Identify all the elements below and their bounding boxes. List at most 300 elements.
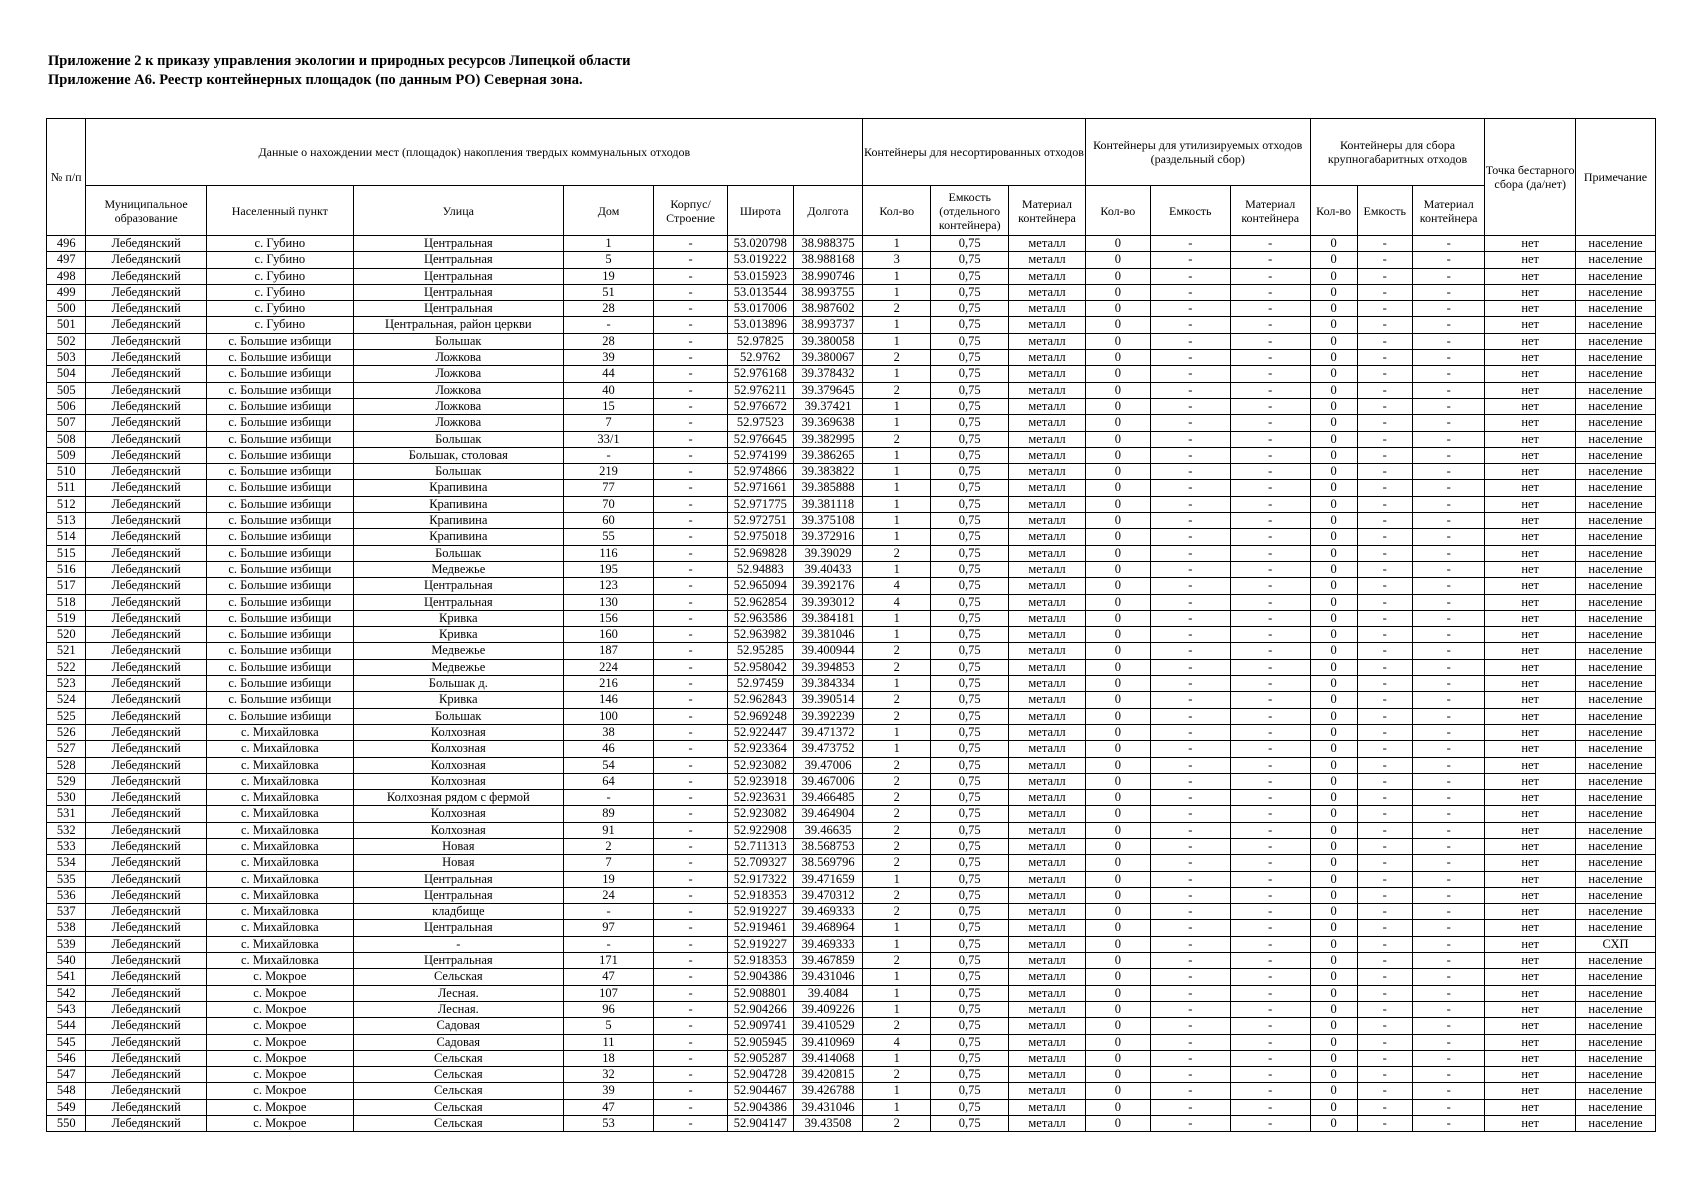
cell-settlement: с. Большие избищи bbox=[206, 415, 353, 431]
cell-house: 156 bbox=[563, 610, 654, 626]
cell-num: 509 bbox=[47, 447, 86, 463]
cell-note: население bbox=[1575, 513, 1655, 529]
cell-house: 195 bbox=[563, 561, 654, 577]
cell-municipality: Лебедянский bbox=[86, 447, 206, 463]
cell-r-material: - bbox=[1230, 855, 1310, 871]
cell-u-volume: 0,75 bbox=[931, 1067, 1009, 1083]
cell-u-count: 2 bbox=[863, 643, 931, 659]
cell-r-volume: - bbox=[1150, 1116, 1230, 1132]
cell-settlement: с. Михайловка bbox=[206, 855, 353, 871]
cell-settlement: с. Михайловка bbox=[206, 936, 353, 952]
cell-street: Крапивина bbox=[353, 480, 563, 496]
cell-house: 46 bbox=[563, 741, 654, 757]
cell-u-material: металл bbox=[1009, 806, 1086, 822]
cell-street: Колхозная bbox=[353, 724, 563, 740]
cell-house: 18 bbox=[563, 1050, 654, 1066]
cell-u-material: металл bbox=[1009, 904, 1086, 920]
cell-b-material: - bbox=[1412, 545, 1484, 561]
cell-u-volume: 0,75 bbox=[931, 1018, 1009, 1034]
cell-municipality: Лебедянский bbox=[86, 741, 206, 757]
cell-building: - bbox=[654, 1050, 728, 1066]
cell-b-volume: - bbox=[1357, 1067, 1412, 1083]
cell-u-count: 1 bbox=[863, 480, 931, 496]
cell-b-material: - bbox=[1412, 659, 1484, 675]
cell-settlement: с. Губино bbox=[206, 284, 353, 300]
cell-u-material: металл bbox=[1009, 757, 1086, 773]
cell-municipality: Лебедянский bbox=[86, 464, 206, 480]
cell-u-volume: 0,75 bbox=[931, 1050, 1009, 1066]
cell-b-material: - bbox=[1412, 366, 1484, 382]
table-row bbox=[47, 773, 1656, 789]
cell-b-material: - bbox=[1412, 317, 1484, 333]
cell-point: нет bbox=[1485, 578, 1576, 594]
cell-settlement: с. Губино bbox=[206, 301, 353, 317]
cell-building: - bbox=[654, 594, 728, 610]
cell-house: 216 bbox=[563, 676, 654, 692]
cell-lat: 52.971775 bbox=[727, 496, 793, 512]
cell-r-material: - bbox=[1230, 578, 1310, 594]
cell-u-count: 2 bbox=[863, 659, 931, 675]
cell-settlement: с. Михайловка bbox=[206, 871, 353, 887]
cell-b-count: 0 bbox=[1310, 284, 1357, 300]
cell-u-material: металл bbox=[1009, 969, 1086, 985]
cell-r-volume: - bbox=[1150, 659, 1230, 675]
cell-building: - bbox=[654, 969, 728, 985]
cell-r-material: - bbox=[1230, 1083, 1310, 1099]
cell-note: население bbox=[1575, 724, 1655, 740]
cell-u-material: металл bbox=[1009, 317, 1086, 333]
cell-b-volume: - bbox=[1357, 773, 1412, 789]
cell-b-volume: - bbox=[1357, 236, 1412, 252]
cell-r-material: - bbox=[1230, 284, 1310, 300]
cell-r-volume: - bbox=[1150, 838, 1230, 854]
cell-r-material: - bbox=[1230, 398, 1310, 414]
cell-r-volume: - bbox=[1150, 806, 1230, 822]
cell-u-count: 1 bbox=[863, 561, 931, 577]
header-u-volume: Емкость (отдельного контейнера) bbox=[931, 186, 1009, 236]
cell-lat: 52.711313 bbox=[727, 838, 793, 854]
cell-note: население bbox=[1575, 610, 1655, 626]
cell-lat: 52.976211 bbox=[727, 382, 793, 398]
cell-r-count: 0 bbox=[1085, 578, 1150, 594]
cell-house: 15 bbox=[563, 398, 654, 414]
cell-r-volume: - bbox=[1150, 350, 1230, 366]
table-row bbox=[47, 415, 1656, 431]
cell-point: нет bbox=[1485, 985, 1576, 1001]
cell-note: население bbox=[1575, 920, 1655, 936]
cell-street: Ложкова bbox=[353, 382, 563, 398]
cell-lat: 52.922908 bbox=[727, 822, 793, 838]
table-row bbox=[47, 1067, 1656, 1083]
cell-num: 499 bbox=[47, 284, 86, 300]
cell-u-material: металл bbox=[1009, 936, 1086, 952]
cell-u-count: 1 bbox=[863, 969, 931, 985]
header-b-count: Кол-во bbox=[1310, 186, 1357, 236]
cell-settlement: с. Большие избищи bbox=[206, 513, 353, 529]
cell-settlement: с. Большие избищи bbox=[206, 561, 353, 577]
cell-lat: 52.709327 bbox=[727, 855, 793, 871]
cell-num: 521 bbox=[47, 643, 86, 659]
cell-r-count: 0 bbox=[1085, 1116, 1150, 1132]
cell-note: население bbox=[1575, 822, 1655, 838]
cell-note: население bbox=[1575, 627, 1655, 643]
cell-num: 533 bbox=[47, 838, 86, 854]
cell-note: население bbox=[1575, 659, 1655, 675]
cell-lat: 52.904728 bbox=[727, 1067, 793, 1083]
cell-house: 7 bbox=[563, 415, 654, 431]
cell-b-volume: - bbox=[1357, 920, 1412, 936]
cell-note: население bbox=[1575, 464, 1655, 480]
cell-municipality: Лебедянский bbox=[86, 594, 206, 610]
cell-b-volume: - bbox=[1357, 1001, 1412, 1017]
cell-note: население bbox=[1575, 594, 1655, 610]
cell-settlement: с. Мокрое bbox=[206, 1034, 353, 1050]
cell-u-count: 2 bbox=[863, 953, 931, 969]
table-row bbox=[47, 659, 1656, 675]
cell-r-count: 0 bbox=[1085, 790, 1150, 806]
cell-note: население bbox=[1575, 1099, 1655, 1115]
cell-building: - bbox=[654, 561, 728, 577]
cell-r-material: - bbox=[1230, 301, 1310, 317]
cell-r-count: 0 bbox=[1085, 431, 1150, 447]
cell-b-volume: - bbox=[1357, 252, 1412, 268]
cell-lon: 39.380058 bbox=[793, 333, 862, 349]
table-row bbox=[47, 806, 1656, 822]
cell-u-material: металл bbox=[1009, 741, 1086, 757]
cell-note: население bbox=[1575, 350, 1655, 366]
cell-r-material: - bbox=[1230, 741, 1310, 757]
cell-street: Медвежье bbox=[353, 561, 563, 577]
cell-lat: 52.975018 bbox=[727, 529, 793, 545]
cell-note: население bbox=[1575, 366, 1655, 382]
cell-num: 516 bbox=[47, 561, 86, 577]
cell-u-count: 2 bbox=[863, 545, 931, 561]
cell-point: нет bbox=[1485, 643, 1576, 659]
cell-r-volume: - bbox=[1150, 985, 1230, 1001]
cell-house: 28 bbox=[563, 301, 654, 317]
cell-r-count: 0 bbox=[1085, 1099, 1150, 1115]
cell-municipality: Лебедянский bbox=[86, 838, 206, 854]
cell-house: 64 bbox=[563, 773, 654, 789]
cell-r-count: 0 bbox=[1085, 496, 1150, 512]
cell-r-volume: - bbox=[1150, 708, 1230, 724]
cell-street: Колхозная bbox=[353, 822, 563, 838]
cell-r-volume: - bbox=[1150, 561, 1230, 577]
cell-building: - bbox=[654, 480, 728, 496]
cell-lon: 39.409226 bbox=[793, 1001, 862, 1017]
cell-point: нет bbox=[1485, 1050, 1576, 1066]
cell-house: 39 bbox=[563, 350, 654, 366]
cell-lat: 52.971661 bbox=[727, 480, 793, 496]
cell-b-count: 0 bbox=[1310, 871, 1357, 887]
cell-building: - bbox=[654, 643, 728, 659]
cell-u-volume: 0,75 bbox=[931, 920, 1009, 936]
cell-b-material: - bbox=[1412, 724, 1484, 740]
cell-b-material: - bbox=[1412, 855, 1484, 871]
cell-settlement: с. Большие избищи bbox=[206, 398, 353, 414]
cell-lon: 39.47006 bbox=[793, 757, 862, 773]
cell-lat: 52.969828 bbox=[727, 545, 793, 561]
cell-street: Большак bbox=[353, 464, 563, 480]
cell-street: Лесная. bbox=[353, 1001, 563, 1017]
cell-municipality: Лебедянский bbox=[86, 1018, 206, 1034]
cell-r-count: 0 bbox=[1085, 969, 1150, 985]
cell-r-volume: - bbox=[1150, 953, 1230, 969]
cell-building: - bbox=[654, 855, 728, 871]
cell-r-volume: - bbox=[1150, 692, 1230, 708]
cell-r-volume: - bbox=[1150, 1099, 1230, 1115]
cell-municipality: Лебедянский bbox=[86, 398, 206, 414]
cell-b-material: - bbox=[1412, 480, 1484, 496]
cell-lon: 39.426788 bbox=[793, 1083, 862, 1099]
cell-u-material: металл bbox=[1009, 447, 1086, 463]
cell-note: население bbox=[1575, 268, 1655, 284]
cell-building: - bbox=[654, 529, 728, 545]
cell-b-volume: - bbox=[1357, 284, 1412, 300]
cell-lat: 52.908801 bbox=[727, 985, 793, 1001]
cell-num: 507 bbox=[47, 415, 86, 431]
cell-r-count: 0 bbox=[1085, 676, 1150, 692]
cell-r-material: - bbox=[1230, 969, 1310, 985]
cell-note: население bbox=[1575, 529, 1655, 545]
cell-building: - bbox=[654, 447, 728, 463]
cell-point: нет bbox=[1485, 268, 1576, 284]
cell-house: 55 bbox=[563, 529, 654, 545]
cell-lon: 39.369638 bbox=[793, 415, 862, 431]
cell-street: Сельская bbox=[353, 1067, 563, 1083]
cell-note: население bbox=[1575, 301, 1655, 317]
cell-settlement: с. Михайловка bbox=[206, 904, 353, 920]
cell-settlement: с. Большие избищи bbox=[206, 578, 353, 594]
cell-u-material: металл bbox=[1009, 513, 1086, 529]
cell-b-volume: - bbox=[1357, 496, 1412, 512]
cell-point: нет bbox=[1485, 822, 1576, 838]
cell-r-volume: - bbox=[1150, 480, 1230, 496]
cell-building: - bbox=[654, 333, 728, 349]
cell-b-volume: - bbox=[1357, 610, 1412, 626]
cell-building: - bbox=[654, 366, 728, 382]
cell-municipality: Лебедянский bbox=[86, 855, 206, 871]
cell-u-material: металл bbox=[1009, 1067, 1086, 1083]
cell-municipality: Лебедянский bbox=[86, 301, 206, 317]
cell-u-volume: 0,75 bbox=[931, 350, 1009, 366]
cell-lat: 52.97459 bbox=[727, 676, 793, 692]
cell-b-count: 0 bbox=[1310, 350, 1357, 366]
cell-building: - bbox=[654, 252, 728, 268]
cell-street: Центральная bbox=[353, 252, 563, 268]
cell-u-count: 2 bbox=[863, 350, 931, 366]
cell-municipality: Лебедянский bbox=[86, 871, 206, 887]
cell-u-volume: 0,75 bbox=[931, 594, 1009, 610]
cell-note: население bbox=[1575, 741, 1655, 757]
cell-u-material: металл bbox=[1009, 529, 1086, 545]
cell-r-material: - bbox=[1230, 350, 1310, 366]
cell-u-volume: 0,75 bbox=[931, 317, 1009, 333]
cell-lon: 39.378432 bbox=[793, 366, 862, 382]
cell-municipality: Лебедянский bbox=[86, 431, 206, 447]
cell-num: 547 bbox=[47, 1067, 86, 1083]
cell-b-volume: - bbox=[1357, 545, 1412, 561]
cell-b-material: - bbox=[1412, 741, 1484, 757]
cell-note: население bbox=[1575, 1116, 1655, 1132]
cell-b-count: 0 bbox=[1310, 464, 1357, 480]
cell-settlement: с. Большие избищи bbox=[206, 610, 353, 626]
cell-u-material: металл bbox=[1009, 790, 1086, 806]
cell-point: нет bbox=[1485, 284, 1576, 300]
cell-b-material: - bbox=[1412, 268, 1484, 284]
table-row bbox=[47, 1116, 1656, 1132]
cell-u-material: металл bbox=[1009, 464, 1086, 480]
cell-municipality: Лебедянский bbox=[86, 904, 206, 920]
cell-note: население bbox=[1575, 806, 1655, 822]
cell-r-volume: - bbox=[1150, 741, 1230, 757]
cell-building: - bbox=[654, 627, 728, 643]
cell-point: нет bbox=[1485, 447, 1576, 463]
cell-note: население bbox=[1575, 985, 1655, 1001]
cell-num: 539 bbox=[47, 936, 86, 952]
cell-u-volume: 0,75 bbox=[931, 887, 1009, 903]
cell-u-volume: 0,75 bbox=[931, 692, 1009, 708]
cell-r-count: 0 bbox=[1085, 480, 1150, 496]
cell-u-volume: 0,75 bbox=[931, 1116, 1009, 1132]
cell-u-count: 1 bbox=[863, 936, 931, 952]
cell-b-material: - bbox=[1412, 985, 1484, 1001]
cell-b-volume: - bbox=[1357, 529, 1412, 545]
cell-street: Ложкова bbox=[353, 350, 563, 366]
cell-note: население bbox=[1575, 480, 1655, 496]
cell-u-volume: 0,75 bbox=[931, 382, 1009, 398]
cell-r-count: 0 bbox=[1085, 936, 1150, 952]
table-row bbox=[47, 676, 1656, 692]
cell-building: - bbox=[654, 659, 728, 675]
cell-r-count: 0 bbox=[1085, 1083, 1150, 1099]
cell-u-material: металл bbox=[1009, 920, 1086, 936]
cell-municipality: Лебедянский bbox=[86, 480, 206, 496]
cell-street: Колхозная рядом с фермой bbox=[353, 790, 563, 806]
header-settlement: Населенный пункт bbox=[206, 186, 353, 236]
cell-r-volume: - bbox=[1150, 496, 1230, 512]
cell-b-count: 0 bbox=[1310, 317, 1357, 333]
header-u-count: Кол-во bbox=[863, 186, 931, 236]
cell-num: 496 bbox=[47, 236, 86, 252]
cell-u-count: 2 bbox=[863, 301, 931, 317]
cell-note: население bbox=[1575, 969, 1655, 985]
cell-building: - bbox=[654, 284, 728, 300]
cell-r-count: 0 bbox=[1085, 415, 1150, 431]
cell-lon: 39.37421 bbox=[793, 398, 862, 414]
header-group-location: Данные о нахождении мест (площадок) накопления твердых коммунальных отходов bbox=[86, 119, 863, 186]
cell-r-volume: - bbox=[1150, 252, 1230, 268]
cell-point: нет bbox=[1485, 236, 1576, 252]
cell-r-volume: - bbox=[1150, 610, 1230, 626]
cell-building: - bbox=[654, 871, 728, 887]
cell-note: население bbox=[1575, 496, 1655, 512]
cell-b-material: - bbox=[1412, 464, 1484, 480]
cell-municipality: Лебедянский bbox=[86, 920, 206, 936]
cell-b-count: 0 bbox=[1310, 708, 1357, 724]
cell-u-volume: 0,75 bbox=[931, 236, 1009, 252]
cell-lat: 52.95285 bbox=[727, 643, 793, 659]
cell-b-count: 0 bbox=[1310, 236, 1357, 252]
cell-point: нет bbox=[1485, 692, 1576, 708]
cell-u-count: 2 bbox=[863, 382, 931, 398]
cell-lon: 38.988375 bbox=[793, 236, 862, 252]
cell-u-material: металл bbox=[1009, 301, 1086, 317]
cell-r-volume: - bbox=[1150, 936, 1230, 952]
table-row bbox=[47, 301, 1656, 317]
cell-r-material: - bbox=[1230, 480, 1310, 496]
cell-lon: 39.393012 bbox=[793, 594, 862, 610]
cell-r-volume: - bbox=[1150, 773, 1230, 789]
table-row bbox=[47, 513, 1656, 529]
cell-u-volume: 0,75 bbox=[931, 480, 1009, 496]
cell-r-volume: - bbox=[1150, 301, 1230, 317]
cell-point: нет bbox=[1485, 317, 1576, 333]
cell-street: Медвежье bbox=[353, 643, 563, 659]
cell-municipality: Лебедянский bbox=[86, 676, 206, 692]
cell-u-material: металл bbox=[1009, 1050, 1086, 1066]
cell-u-volume: 0,75 bbox=[931, 431, 1009, 447]
cell-settlement: с. Михайловка bbox=[206, 724, 353, 740]
cell-b-volume: - bbox=[1357, 692, 1412, 708]
cell-b-count: 0 bbox=[1310, 578, 1357, 594]
cell-r-material: - bbox=[1230, 366, 1310, 382]
cell-num: 501 bbox=[47, 317, 86, 333]
cell-r-volume: - bbox=[1150, 855, 1230, 871]
table-row bbox=[47, 1099, 1656, 1115]
cell-u-material: металл bbox=[1009, 724, 1086, 740]
cell-street: Сельская bbox=[353, 1083, 563, 1099]
cell-b-volume: - bbox=[1357, 447, 1412, 463]
cell-u-count: 1 bbox=[863, 366, 931, 382]
cell-house: 19 bbox=[563, 871, 654, 887]
cell-num: 514 bbox=[47, 529, 86, 545]
header-r-count: Кол-во bbox=[1085, 186, 1150, 236]
cell-r-count: 0 bbox=[1085, 1001, 1150, 1017]
cell-u-volume: 0,75 bbox=[931, 447, 1009, 463]
cell-r-volume: - bbox=[1150, 969, 1230, 985]
cell-lon: 38.993737 bbox=[793, 317, 862, 333]
cell-lon: 39.380067 bbox=[793, 350, 862, 366]
cell-b-count: 0 bbox=[1310, 382, 1357, 398]
cell-r-volume: - bbox=[1150, 268, 1230, 284]
cell-num: 513 bbox=[47, 513, 86, 529]
cell-municipality: Лебедянский bbox=[86, 382, 206, 398]
cell-note: население bbox=[1575, 415, 1655, 431]
cell-u-volume: 0,75 bbox=[931, 301, 1009, 317]
cell-r-count: 0 bbox=[1085, 464, 1150, 480]
cell-b-volume: - bbox=[1357, 594, 1412, 610]
header-b-material: Материал контейнера bbox=[1412, 186, 1484, 236]
cell-b-volume: - bbox=[1357, 513, 1412, 529]
cell-u-count: 1 bbox=[863, 415, 931, 431]
cell-b-count: 0 bbox=[1310, 773, 1357, 789]
cell-lon: 39.40433 bbox=[793, 561, 862, 577]
cell-r-count: 0 bbox=[1085, 382, 1150, 398]
title-line-1: Приложение 2 к приказу управления экологии и природных ресурсов Липецкой области bbox=[48, 53, 631, 69]
cell-street: Большак д. bbox=[353, 676, 563, 692]
cell-house: - bbox=[563, 936, 654, 952]
cell-b-volume: - bbox=[1357, 838, 1412, 854]
cell-municipality: Лебедянский bbox=[86, 1034, 206, 1050]
cell-note: население bbox=[1575, 1067, 1655, 1083]
cell-lon: 39.383822 bbox=[793, 464, 862, 480]
cell-b-material: - bbox=[1412, 920, 1484, 936]
cell-note: население bbox=[1575, 1018, 1655, 1034]
cell-r-volume: - bbox=[1150, 1067, 1230, 1083]
cell-r-count: 0 bbox=[1085, 627, 1150, 643]
cell-u-count: 1 bbox=[863, 529, 931, 545]
